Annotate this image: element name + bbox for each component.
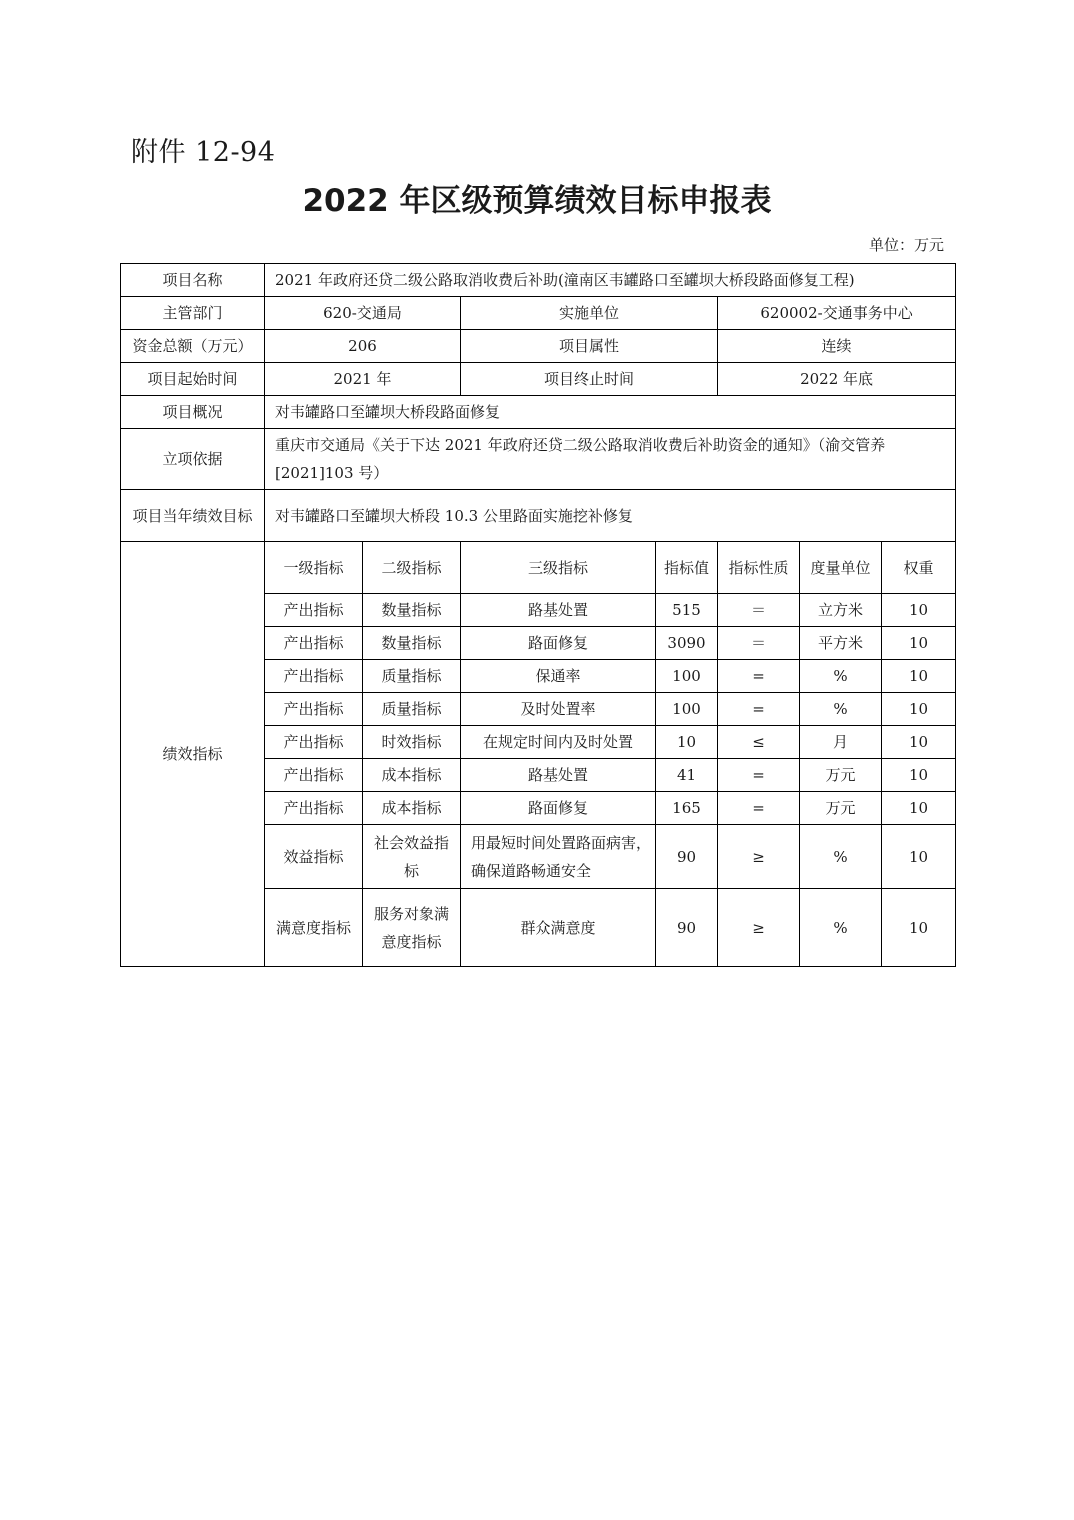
indicator-value-cell: 90 [656,889,718,967]
goal-label: 项目当年绩效目标 [121,490,265,542]
indicator-value-cell: 3090 [656,627,718,660]
indicator-l3-cell: 用最短时间处置路面病害，确保道路畅通安全 [461,825,656,889]
indicator-unit-cell: 立方米 [800,594,882,627]
indicator-l2-cell: 成本指标 [363,759,461,792]
indicator-weight-cell: 10 [882,792,956,825]
indicator-l1-cell: 满意度指标 [265,889,363,967]
indicator-weight-cell: 10 [882,594,956,627]
attr-value: 连续 [718,330,956,363]
impl-label: 实施单位 [461,297,718,330]
row-basis [121,429,956,490]
indicator-l1-cell: 效益指标 [265,825,363,889]
unit-note: 单位：万元 [868,236,944,254]
indicator-nature-cell: ＝ [718,627,800,660]
indicator-header-row [121,542,956,594]
project-name-label: 项目名称 [121,264,265,297]
indicator-l1-cell: 产出指标 [265,759,363,792]
indicator-unit-cell: 平方米 [800,627,882,660]
fund-label: 资金总额（万元） [121,330,265,363]
indicator-l2-cell: 质量指标 [363,693,461,726]
indicator-value-cell: 100 [656,660,718,693]
indicator-weight-cell: 10 [882,693,956,726]
indicator-l1-cell: 产出指标 [265,693,363,726]
indicator-value-cell: 515 [656,594,718,627]
start-label: 项目起始时间 [121,363,265,396]
indicator-unit-cell: 月 [800,726,882,759]
indicator-value-cell: 100 [656,693,718,726]
start-value: 2021 年 [265,363,461,396]
indicator-l2-cell: 社会效益指标 [363,825,461,889]
indicator-nature-cell: = [718,693,800,726]
indicator-l3-cell: 及时处置率 [461,693,656,726]
fund-value: 206 [265,330,461,363]
indicator-nature-cell: ≥ [718,889,800,967]
indicator-weight-cell: 10 [882,726,956,759]
row-dept [121,297,956,330]
indicator-unit-cell: % [800,889,882,967]
indicator-l2-cell: 数量指标 [363,627,461,660]
indicator-value-cell: 90 [656,825,718,889]
row-goal [121,490,956,542]
indicator-l3-cell: 群众满意度 [461,889,656,967]
indicator-l2-cell: 成本指标 [363,792,461,825]
indicator-l3-cell: 路面修复 [461,627,656,660]
indicator-value-cell: 165 [656,792,718,825]
indicator-nature-cell: = [718,660,800,693]
indicator-weight-cell: 10 [882,660,956,693]
indicator-unit-cell: % [800,693,882,726]
indicator-l3-cell: 在规定时间内及时处置 [461,726,656,759]
indicator-l1-cell: 产出指标 [265,726,363,759]
goal-value: 对韦罐路口至罐坝大桥段 10.3 公里路面实施挖补修复 [265,490,956,542]
basis-value: 重庆市交通局《关于下达 2021 年政府还贷二级公路取消收费后补助资金的通知》（渝交管养[2021]103 号） [265,429,956,490]
dept-label: 主管部门 [121,297,265,330]
header-l1: 一级指标 [265,542,363,594]
indicator-l3-cell: 路基处置 [461,759,656,792]
overview-label: 项目概况 [121,396,265,429]
indicator-nature-cell: = [718,792,800,825]
header-l3: 三级指标 [461,542,656,594]
indicator-value-cell: 41 [656,759,718,792]
indicator-unit-cell: 万元 [800,792,882,825]
indicator-l2-cell: 数量指标 [363,594,461,627]
indicator-l2-cell: 时效指标 [363,726,461,759]
indicator-nature-cell: ≤ [718,726,800,759]
end-label: 项目终止时间 [461,363,718,396]
indicator-weight-cell: 10 [882,889,956,967]
indicators-section-label: 绩效指标 [121,542,265,967]
header-unit: 度量单位 [800,542,882,594]
row-overview [121,396,956,429]
attr-label: 项目属性 [461,330,718,363]
row-project-name [121,264,956,297]
project-name-value: 2021 年政府还贷二级公路取消收费后补助(潼南区韦罐路口至罐坝大桥段路面修复工程) [265,264,956,297]
indicator-weight-cell: 10 [882,759,956,792]
indicator-l1-cell: 产出指标 [265,792,363,825]
indicator-l1-cell: 产出指标 [265,627,363,660]
header-nature: 指标性质 [718,542,800,594]
end-value: 2022 年底 [718,363,956,396]
impl-value: 620002-交通事务中心 [718,297,956,330]
indicator-weight-cell: 10 [882,627,956,660]
basis-label: 立项依据 [121,429,265,490]
header-value: 指标值 [656,542,718,594]
indicator-nature-cell: = [718,759,800,792]
indicator-unit-cell: 万元 [800,759,882,792]
indicator-nature-cell: ＝ [718,594,800,627]
indicator-value-cell: 10 [656,726,718,759]
indicator-nature-cell: ≥ [718,825,800,889]
row-time [121,363,956,396]
indicator-l2-cell: 质量指标 [363,660,461,693]
indicator-unit-cell: % [800,660,882,693]
indicator-l1-cell: 产出指标 [265,594,363,627]
indicator-l2-cell: 服务对象满意度指标 [363,889,461,967]
budget-performance-table [120,263,956,967]
header-weight: 权重 [882,542,956,594]
indicator-unit-cell: % [800,825,882,889]
document-title: 2022 年区级预算绩效目标申报表 [302,183,772,219]
indicator-l3-cell: 路基处置 [461,594,656,627]
indicator-l3-cell: 保通率 [461,660,656,693]
row-fund [121,330,956,363]
header-l2: 二级指标 [363,542,461,594]
indicator-weight-cell: 10 [882,825,956,889]
attachment-number: 附件 12-94 [131,137,276,168]
dept-value: 620-交通局 [265,297,461,330]
overview-value: 对韦罐路口至罐坝大桥段路面修复 [265,396,956,429]
indicator-l3-cell: 路面修复 [461,792,656,825]
indicator-l1-cell: 产出指标 [265,660,363,693]
